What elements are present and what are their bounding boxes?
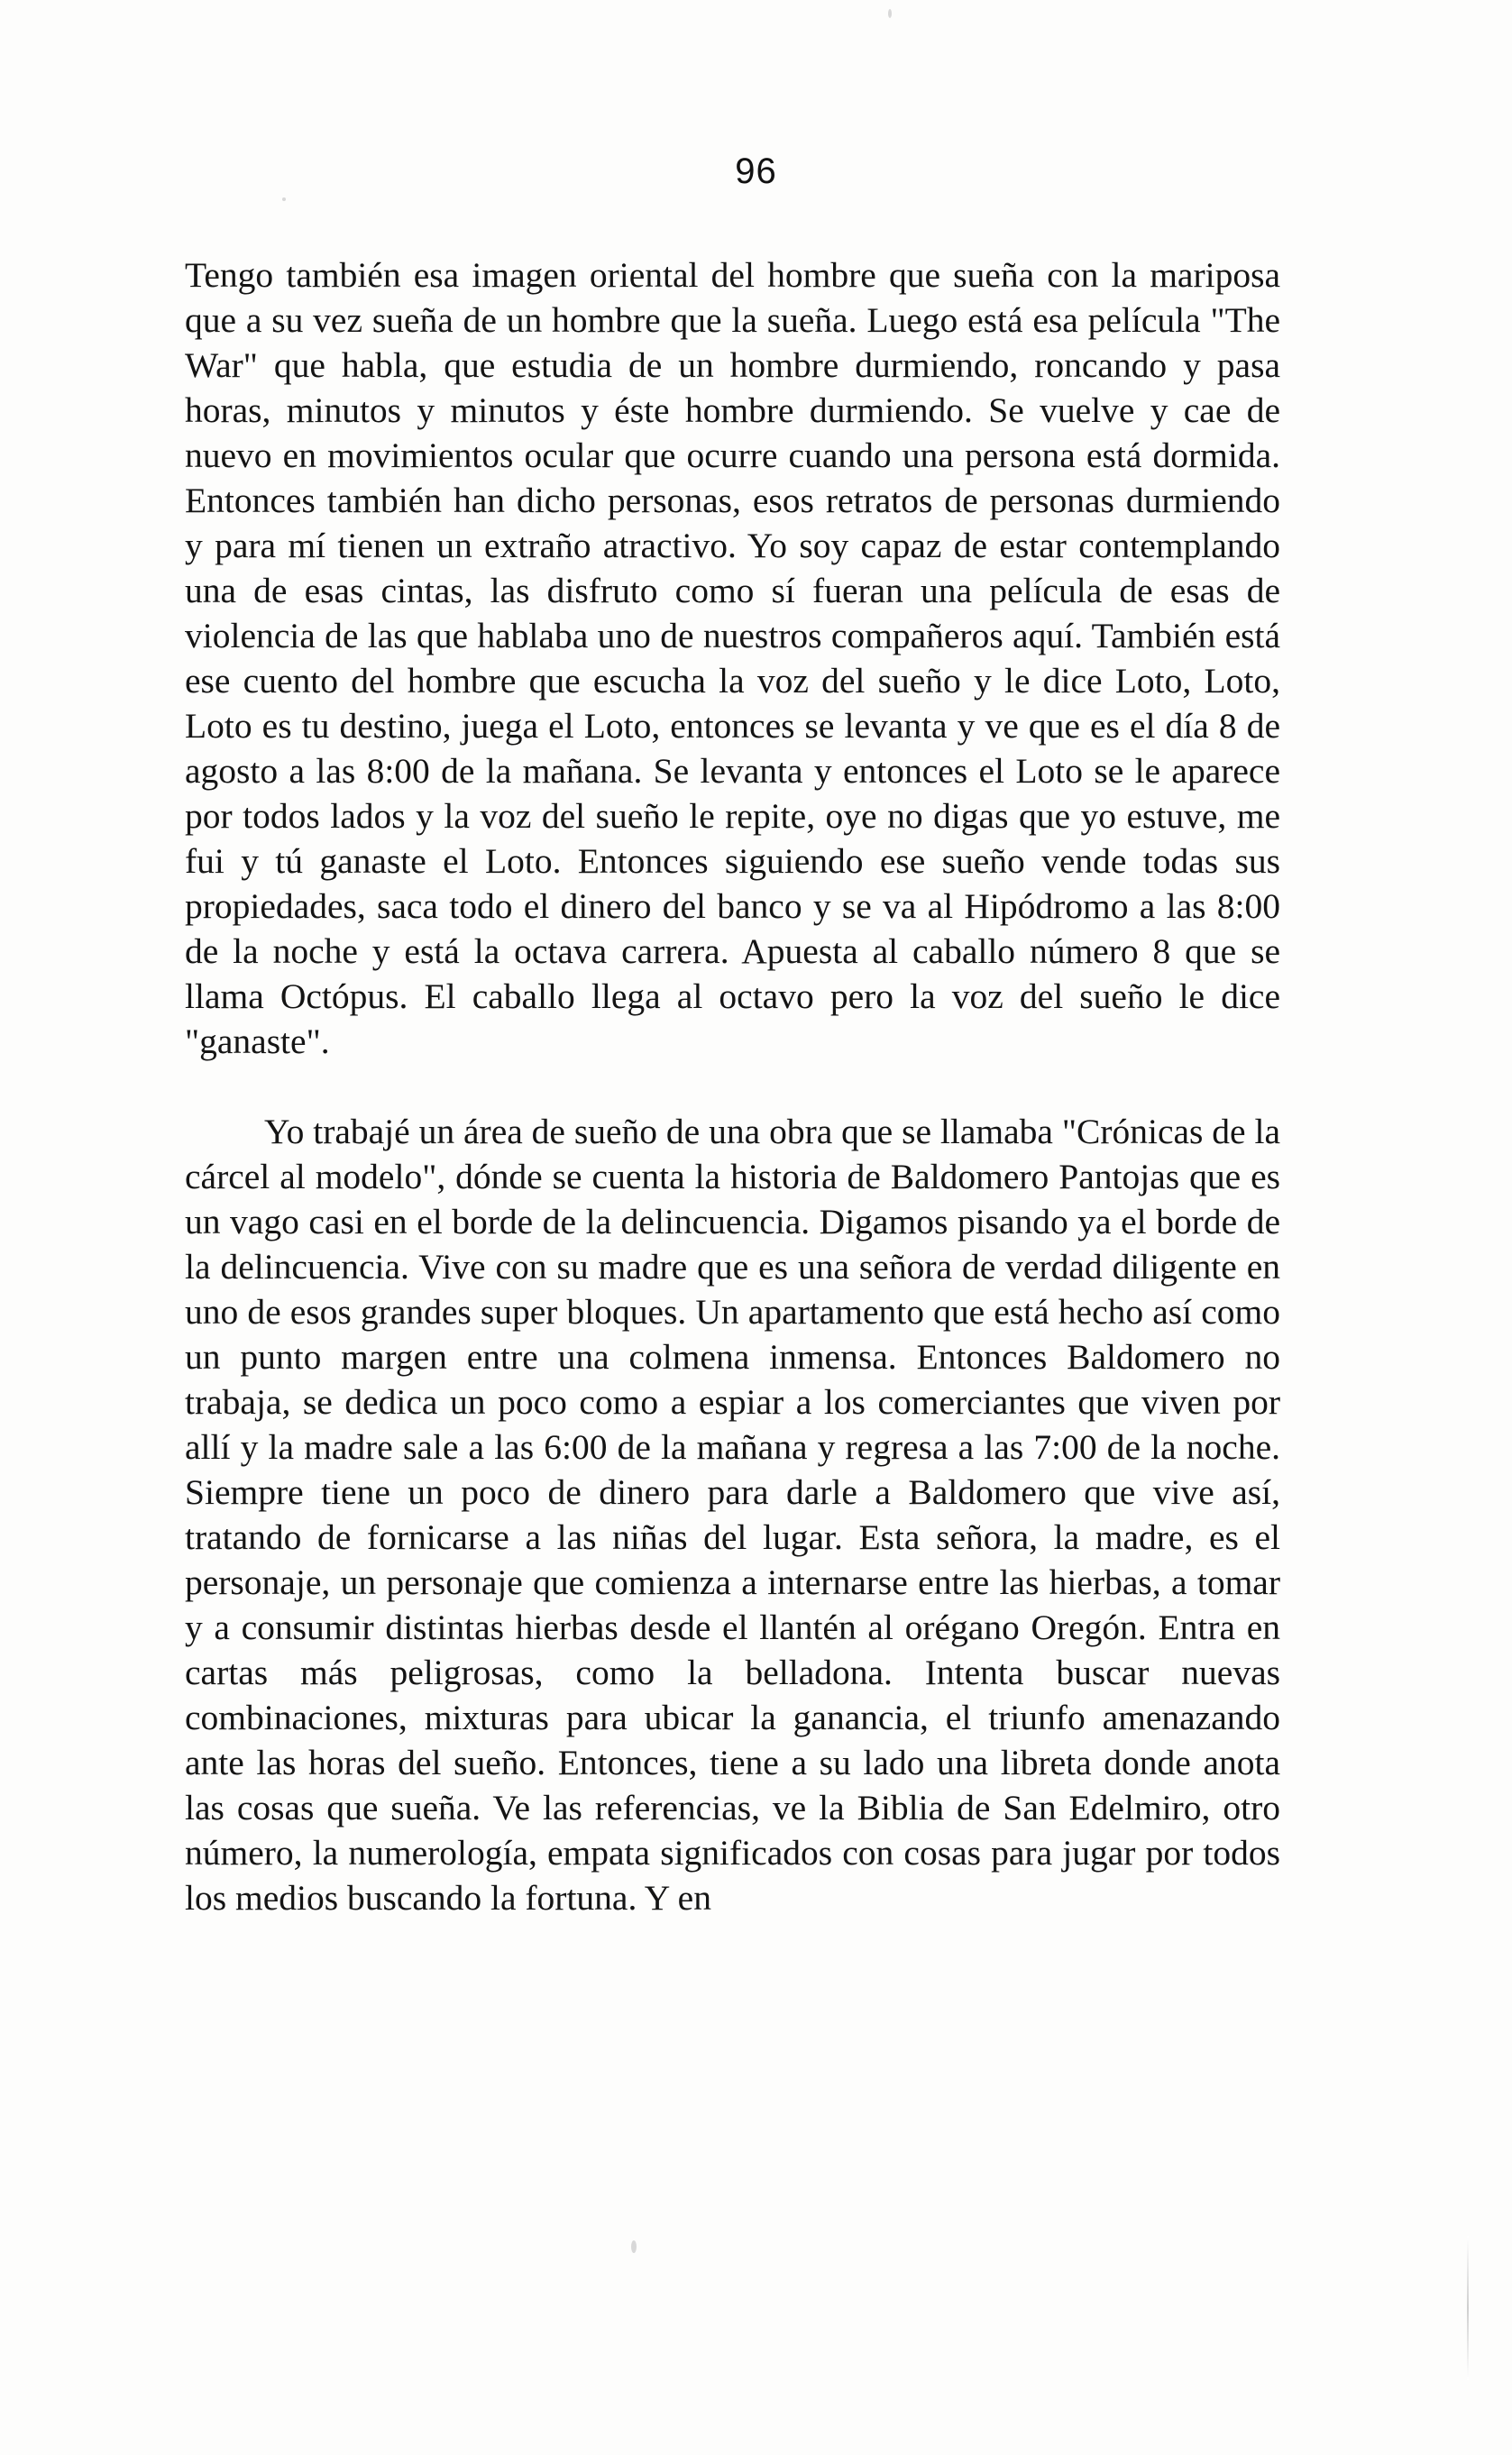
- body-text: [185, 252, 1280, 1920]
- paragraph-1: Tengo también esa imagen oriental del hombre que sueña con la mariposa que a su vez sueña de un hombre que la sueña. Luego está esa película "The War" que habla, que estudia de un hombre durmiendo, roncando y pasa horas, minutos y minutos y éste hombre durmiendo. Se vuelve y cae de nuevo en movimientos ocular que ocurre cuando una persona está dormida. Entonces también han dicho personas, esos retratos de personas durmiendo y para mí tienen un extraño atractivo. Yo soy capaz de estar contemplando una de esas cintas, las disfruto como sí fueran una película de esas de violencia de las que hablaba uno de nuestros compañeros aquí. También está ese cuento del hombre que escucha la voz del sueño y le dice Loto, Loto, Loto es tu destino, juega el Loto, entonces se levanta y ve que es el día 8 de agosto a las 8:00 de la mañana. Se levanta y entonces el Loto se le aparece por todos lados y la voz del sueño le repite, oye no digas que yo estuve, me fui y tú ganaste el Loto. Entonces siguiendo ese sueño vende todas sus propiedades, saca todo el dinero del banco y se va al Hipódromo a las 8:00 de la noche y está la octava carrera. Apuesta al caballo número 8 que se llama Octópus. El caballo llega al octavo pero la voz del sueño le dice "ganaste".: [185, 255, 1280, 1061]
- page-number: 96: [735, 151, 777, 191]
- scan-speck: [888, 9, 892, 18]
- scan-speck: [282, 197, 286, 201]
- scan-speck: [631, 2240, 637, 2253]
- paragraph-2: Yo trabajé un área de sueño de una obra que se llamaba "Crónicas de la cárcel al modelo", dónde se cuenta la historia de Baldomero Pantojas que es un vago casi en el borde de la delincuencia. Digamos pisando ya el borde de la delincuencia. Vive con su madre que es una señora de verdad diligente en uno de esos grandes super bloques. Un apartamento que está hecho así como un punto margen entre una colmena inmensa. Entonces Baldomero no trabaja, se dedica un poco como a espiar a los comerciantes que viven por allí y la madre sale a las 6:00 de la mañana y regresa a las 7:00 de la noche. Siempre tiene un poco de dinero para darle a Baldomero que vive así, tratando de fornicarse a las niñas del lugar. Esta señora, la madre, es el personaje, un personaje que comienza a internarse entre las hierbas, a tomar y a consumir distintas hierbas desde el llantén al orégano Oregón. Entra en cartas más peligrosas, como la belladona. Intenta buscar nuevas combinaciones, mixturas para ubicar la ganancia, el triunfo amenazando ante las horas del sueño. Entonces, tiene a su lado una libreta donde anota las cosas que sueña. Ve las referencias, ve la Biblia de San Edelmiro, otro número, la numerología, empata significados con cosas para jugar por todos los medios buscando la fortuna. Y en: [185, 1112, 1280, 1918]
- scan-edge-mark: [1467, 2236, 1469, 2380]
